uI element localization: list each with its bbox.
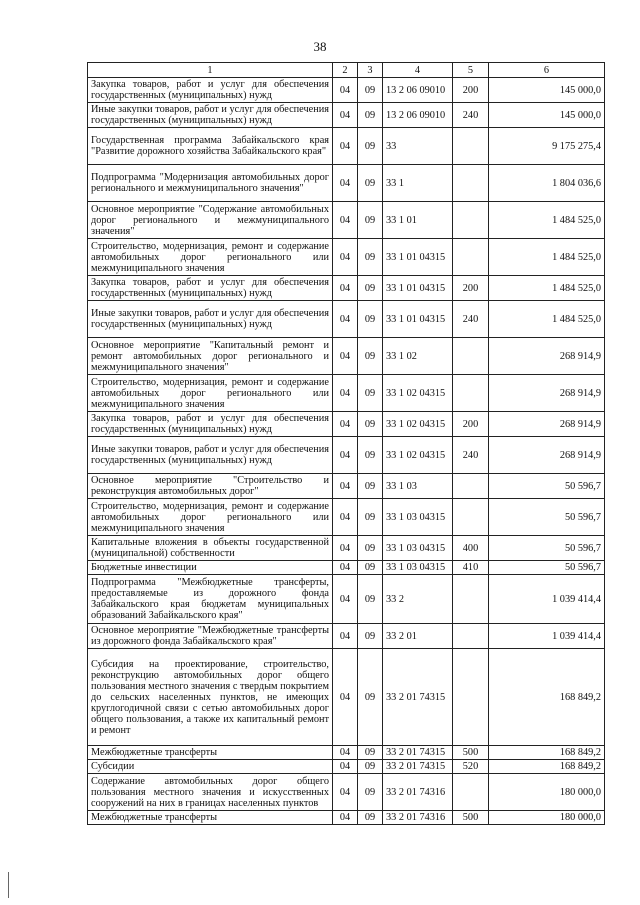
item-name: Межбюджетные трансферты (88, 746, 333, 760)
subsection-code: 09 (358, 561, 383, 575)
expense-type-code: 500 (453, 746, 489, 760)
section-code: 04 (333, 746, 358, 760)
item-name: Иные закупки товаров, работ и услуг для обеспечения государственных (муниципальных) нужд (88, 437, 333, 474)
target-article-code: 33 1 01 04315 (383, 239, 453, 276)
target-article-code: 13 2 06 09010 (383, 78, 453, 103)
subsection-code: 09 (358, 276, 383, 301)
item-name: Субсидия на проектирование, строительство, реконструкцию автомобильных дорог общего пользования местного значения с твердым покрытием до сельских населенных пунктов, не имеющих круглогодичной связи с сетью автомобильных дорог общего пользования, а также их капитальный ремонт и ремонт (88, 649, 333, 746)
expense-type-code: 500 (453, 811, 489, 825)
target-article-code: 33 1 01 (383, 202, 453, 239)
item-name: Иные закупки товаров, работ и услуг для обеспечения государственных (муниципальных) нужд (88, 301, 333, 338)
amount: 168 849,2 (489, 649, 605, 746)
expense-type-code: 240 (453, 103, 489, 128)
table-row (88, 338, 605, 375)
target-article-code: 33 1 03 04315 (383, 536, 453, 561)
amount: 50 596,7 (489, 561, 605, 575)
expense-type-code: 240 (453, 301, 489, 338)
item-name: Содержание автомобильных дорог общего пользования местного значения и искусственных сооружений на них в границах населенных пунктов (88, 774, 333, 811)
subsection-code: 09 (358, 165, 383, 202)
amount: 50 596,7 (489, 474, 605, 499)
item-name: Подпрограмма "Межбюджетные трансферты, предоставляемые из дорожного фонда Забайкальского края бюджетам муниципальных образований Забайкальского края" (88, 575, 333, 624)
target-article-code: 33 2 01 74315 (383, 649, 453, 746)
amount: 268 914,9 (489, 338, 605, 375)
target-article-code: 33 (383, 128, 453, 165)
target-article-code: 33 1 03 04315 (383, 561, 453, 575)
section-code: 04 (333, 760, 358, 774)
margin-mark (8, 872, 9, 898)
expense-type-code (453, 774, 489, 811)
expense-type-code (453, 202, 489, 239)
table-row (88, 437, 605, 474)
expense-type-code (453, 338, 489, 375)
table-row (88, 276, 605, 301)
section-code: 04 (333, 78, 358, 103)
subsection-code: 09 (358, 760, 383, 774)
column-header: 5 (453, 63, 489, 78)
expense-type-code: 200 (453, 276, 489, 301)
item-name: Закупка товаров, работ и услуг для обеспечения государственных (муниципальных) нужд (88, 276, 333, 301)
amount: 50 596,7 (489, 536, 605, 561)
section-code: 04 (333, 276, 358, 301)
subsection-code: 09 (358, 746, 383, 760)
amount: 168 849,2 (489, 746, 605, 760)
subsection-code: 09 (358, 239, 383, 276)
table-row (88, 128, 605, 165)
item-name: Закупка товаров, работ и услуг для обеспечения государственных (муниципальных) нужд (88, 78, 333, 103)
section-code: 04 (333, 575, 358, 624)
target-article-code: 13 2 06 09010 (383, 103, 453, 128)
subsection-code: 09 (358, 811, 383, 825)
section-code: 04 (333, 536, 358, 561)
item-name: Основное мероприятие "Содержание автомобильных дорог регионального и межмуниципального значения" (88, 202, 333, 239)
expense-type-code: 200 (453, 78, 489, 103)
target-article-code: 33 1 03 (383, 474, 453, 499)
section-code: 04 (333, 774, 358, 811)
item-name: Основное мероприятие "Капитальный ремонт и ремонт автомобильных дорог регионального и межмуниципального значения" (88, 338, 333, 375)
item-name: Государственная программа Забайкальского края "Развитие дорожного хозяйства Забайкальского края" (88, 128, 333, 165)
target-article-code: 33 2 01 74316 (383, 774, 453, 811)
column-header: 6 (489, 63, 605, 78)
column-header: 1 (88, 63, 333, 78)
amount: 168 849,2 (489, 760, 605, 774)
subsection-code: 09 (358, 624, 383, 649)
section-code: 04 (333, 649, 358, 746)
subsection-code: 09 (358, 474, 383, 499)
table-row (88, 575, 605, 624)
amount: 9 175 275,4 (489, 128, 605, 165)
expense-type-code (453, 649, 489, 746)
amount: 1 039 414,4 (489, 575, 605, 624)
table-row (88, 474, 605, 499)
table-row (88, 624, 605, 649)
section-code: 04 (333, 128, 358, 165)
section-code: 04 (333, 375, 358, 412)
amount: 180 000,0 (489, 811, 605, 825)
amount: 1 039 414,4 (489, 624, 605, 649)
item-name: Бюджетные инвестиции (88, 561, 333, 575)
section-code: 04 (333, 499, 358, 536)
table-row (88, 202, 605, 239)
section-code: 04 (333, 412, 358, 437)
expense-type-code: 240 (453, 437, 489, 474)
item-name: Строительство, модернизация, ремонт и содержание автомобильных дорог регионального или межмуниципального значения (88, 239, 333, 276)
subsection-code: 09 (358, 301, 383, 338)
expense-type-code (453, 375, 489, 412)
table-row (88, 499, 605, 536)
amount: 145 000,0 (489, 103, 605, 128)
table-row (88, 78, 605, 103)
item-name: Основное мероприятие "Строительство и реконструкция автомобильных дорог" (88, 474, 333, 499)
amount: 145 000,0 (489, 78, 605, 103)
target-article-code: 33 1 02 04315 (383, 412, 453, 437)
expense-type-code: 410 (453, 561, 489, 575)
target-article-code: 33 1 02 (383, 338, 453, 375)
item-name: Строительство, модернизация, ремонт и содержание автомобильных дорог регионального или межмуниципального значения (88, 499, 333, 536)
table-row (88, 561, 605, 575)
expense-type-code: 400 (453, 536, 489, 561)
table-row (88, 301, 605, 338)
amount: 268 914,9 (489, 437, 605, 474)
expense-type-code (453, 239, 489, 276)
item-name: Подпрограмма "Модернизация автомобильных дорог регионального и межмуниципального значения" (88, 165, 333, 202)
amount: 1 484 525,0 (489, 239, 605, 276)
expense-type-code (453, 499, 489, 536)
table-row (88, 649, 605, 746)
subsection-code: 09 (358, 575, 383, 624)
target-article-code: 33 2 01 74315 (383, 746, 453, 760)
subsection-code: 09 (358, 437, 383, 474)
table-row (88, 811, 605, 825)
table-row (88, 103, 605, 128)
target-article-code: 33 1 02 04315 (383, 375, 453, 412)
amount: 1 484 525,0 (489, 301, 605, 338)
expense-type-code (453, 128, 489, 165)
table-row (88, 375, 605, 412)
page-number: 38 (313, 39, 327, 54)
subsection-code: 09 (358, 78, 383, 103)
column-header: 2 (333, 63, 358, 78)
amount: 268 914,9 (489, 375, 605, 412)
target-article-code: 33 1 03 04315 (383, 499, 453, 536)
section-code: 04 (333, 338, 358, 375)
expense-type-code (453, 624, 489, 649)
expense-type-code: 520 (453, 760, 489, 774)
subsection-code: 09 (358, 202, 383, 239)
section-code: 04 (333, 165, 358, 202)
amount: 1 804 036,6 (489, 165, 605, 202)
table-row (88, 412, 605, 437)
subsection-code: 09 (358, 338, 383, 375)
expense-type-code (453, 165, 489, 202)
target-article-code: 33 2 01 (383, 624, 453, 649)
amount: 268 914,9 (489, 412, 605, 437)
target-article-code: 33 1 01 04315 (383, 301, 453, 338)
table-row (88, 774, 605, 811)
item-name: Закупка товаров, работ и услуг для обеспечения государственных (муниципальных) нужд (88, 412, 333, 437)
column-header: 3 (358, 63, 383, 78)
target-article-code: 33 1 01 04315 (383, 276, 453, 301)
item-name: Межбюджетные трансферты (88, 811, 333, 825)
subsection-code: 09 (358, 412, 383, 437)
section-code: 04 (333, 474, 358, 499)
item-name: Иные закупки товаров, работ и услуг для обеспечения государственных (муниципальных) нужд (88, 103, 333, 128)
subsection-code: 09 (358, 499, 383, 536)
table-header-row (88, 63, 605, 78)
item-name: Строительство, модернизация, ремонт и содержание автомобильных дорог регионального или межмуниципального значения (88, 375, 333, 412)
expense-type-code: 200 (453, 412, 489, 437)
item-name: Основное мероприятие "Межбюджетные трансферты из дорожного фонда Забайкальского края" (88, 624, 333, 649)
expense-type-code (453, 575, 489, 624)
target-article-code: 33 1 (383, 165, 453, 202)
amount: 1 484 525,0 (489, 202, 605, 239)
target-article-code: 33 2 (383, 575, 453, 624)
section-code: 04 (333, 301, 358, 338)
table-row (88, 239, 605, 276)
table-row (88, 746, 605, 760)
amount: 180 000,0 (489, 774, 605, 811)
subsection-code: 09 (358, 375, 383, 412)
section-code: 04 (333, 811, 358, 825)
table-row (88, 165, 605, 202)
budget-table (87, 62, 605, 825)
amount: 50 596,7 (489, 499, 605, 536)
amount: 1 484 525,0 (489, 276, 605, 301)
subsection-code: 09 (358, 536, 383, 561)
item-name: Капитальные вложения в объекты государственной (муниципальной) собственности (88, 536, 333, 561)
column-header: 4 (383, 63, 453, 78)
table-row (88, 536, 605, 561)
section-code: 04 (333, 103, 358, 128)
section-code: 04 (333, 561, 358, 575)
section-code: 04 (333, 202, 358, 239)
section-code: 04 (333, 624, 358, 649)
target-article-code: 33 2 01 74316 (383, 811, 453, 825)
subsection-code: 09 (358, 649, 383, 746)
subsection-code: 09 (358, 774, 383, 811)
subsection-code: 09 (358, 103, 383, 128)
target-article-code: 33 1 02 04315 (383, 437, 453, 474)
expense-type-code (453, 474, 489, 499)
target-article-code: 33 2 01 74315 (383, 760, 453, 774)
table-row (88, 760, 605, 774)
subsection-code: 09 (358, 128, 383, 165)
item-name: Субсидии (88, 760, 333, 774)
section-code: 04 (333, 239, 358, 276)
section-code: 04 (333, 437, 358, 474)
